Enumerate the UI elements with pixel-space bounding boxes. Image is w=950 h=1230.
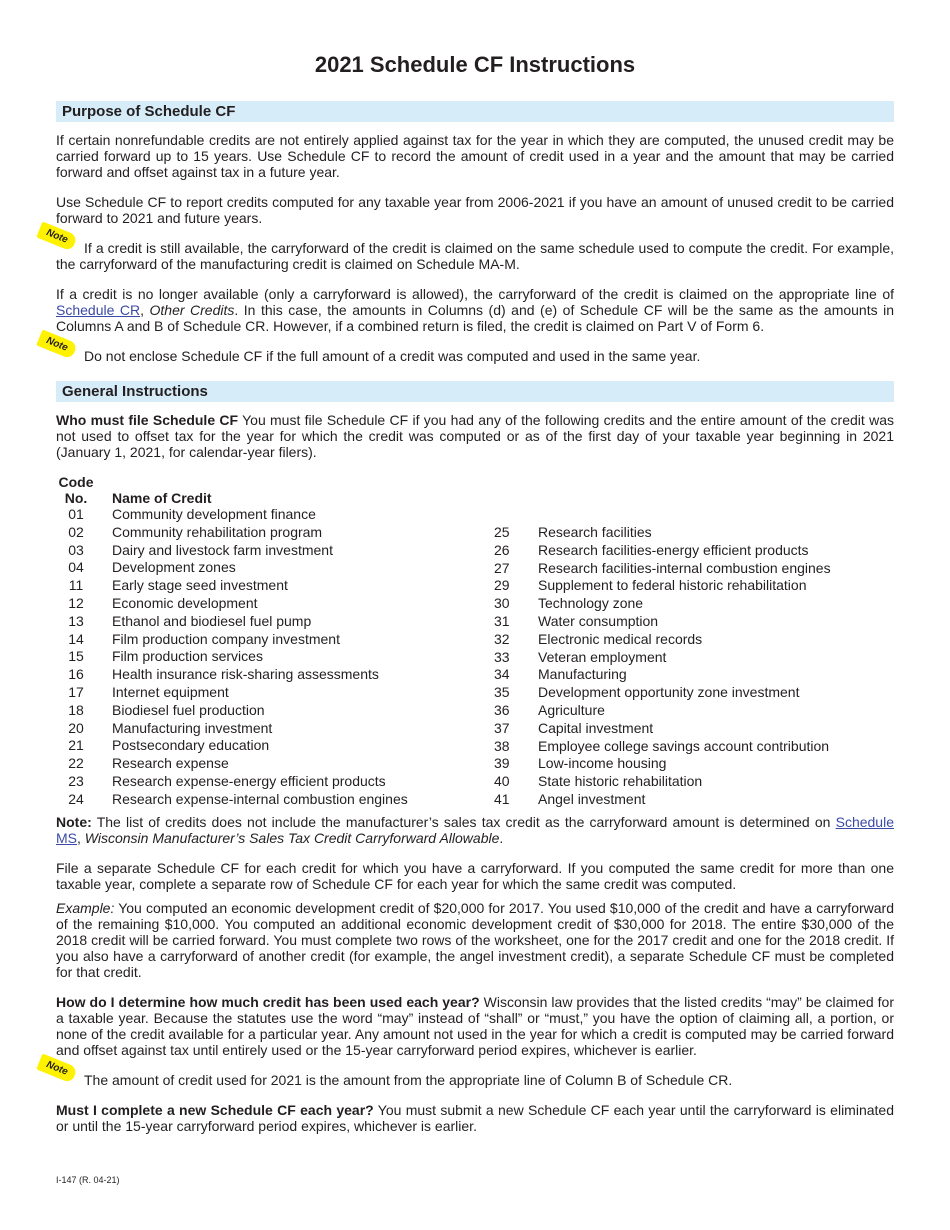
credit-row	[482, 613, 831, 631]
credit-name: Film production services	[112, 648, 263, 665]
p3-text-b: ,	[140, 302, 150, 318]
credit-name: Research expense	[112, 755, 229, 772]
credit-name: State historic rehabilitation	[538, 773, 703, 790]
credit-name: Low-income housing	[538, 755, 667, 772]
credit-row	[56, 506, 408, 524]
note-block-1	[44, 227, 894, 272]
note-block-3	[44, 1059, 894, 1088]
credit-code: 17	[68, 683, 84, 700]
credit-code: 31	[494, 612, 510, 629]
credit-name: Research facilities-energy efficient products	[538, 541, 809, 558]
credit-row	[56, 559, 408, 577]
credit-row	[482, 577, 831, 595]
credit-row	[482, 684, 831, 702]
credit-code: 39	[494, 755, 510, 772]
credit-name: Economic development	[112, 594, 258, 611]
credit-name: Technology zone	[538, 595, 644, 612]
example-text: You computed an economic development credit of $20,000 for 2017. You used $10,000 of the credit and have a carryforward of the remaining $10,000. You computed an additional economic development credit of $30,000 for 2018. The entire $30,000 of the 2018 credit will be carried forward. You must complete two rows of the worksheet, one for the 2017 credit and one for the 2018 credit. If you also have a carryforward of another credit (for example, the angel investment credit), a separate Schedule CF must be completed for that credit.	[56, 900, 894, 980]
credit-row	[56, 577, 408, 595]
credit-code: 01	[68, 506, 84, 522]
purpose-paragraph-1: If certain nonrefundable credits are not entirely applied against tax for the year in which they are computed, the unused credit may be carried forward up to 15 years. Use Schedule CF to record the amount of credit used in a year and the amount that may be carried forward and offset against tax in a future year.	[56, 132, 894, 180]
credit-row	[56, 737, 408, 755]
credit-row	[482, 773, 831, 791]
credit-name: Ethanol and biodiesel fuel pump	[112, 612, 312, 629]
credit-row	[482, 649, 831, 667]
credit-code: 34	[494, 666, 510, 683]
credits-note-text-c: .	[499, 830, 504, 846]
credit-row	[482, 542, 831, 560]
note-text-1: If a credit is still available, the carryforward of the credit is claimed on the same schedule used to compute the credit. For example, the carryforward of the manufacturing credit is claimed on Schedule MA-M.	[56, 240, 894, 272]
credit-name: Manufacturing	[538, 666, 627, 683]
name-column-header: Name of Credit	[112, 490, 212, 506]
credit-row	[56, 666, 408, 684]
purpose-paragraph-2: Use Schedule CF to report credits computed for any taxable year from 2006-2021 if you have an amount of unused credit to be carried forward to 2021 and future years.	[56, 194, 894, 226]
credit-row	[56, 613, 408, 631]
credit-name: Health insurance risk-sharing assessments	[112, 666, 379, 683]
credit-code: 11	[68, 577, 84, 594]
credit-name: Postsecondary education	[112, 737, 270, 754]
credit-name: Water consumption	[538, 612, 659, 629]
credits-note-paragraph	[56, 814, 894, 846]
credit-row	[56, 755, 408, 773]
form-code-footer: I-147 (R. 04-21)	[56, 1175, 120, 1185]
credit-row	[56, 648, 408, 666]
credit-name: Research expense-energy efficient products	[112, 772, 386, 789]
credit-code: 13	[68, 612, 84, 629]
code-header-line-1: Code	[58, 474, 94, 490]
credit-row	[482, 631, 831, 649]
example-label: Example:	[56, 900, 115, 916]
section-heading-general: General Instructions	[56, 381, 894, 402]
credit-code: 03	[68, 541, 84, 558]
credit-code: 14	[68, 630, 84, 647]
credit-name: Community rehabilitation program	[112, 523, 323, 540]
credit-name: Development opportunity zone investment	[538, 684, 800, 701]
credits-note-text-a: The list of credits does not include the manufacturer’s sales tax credit as the carryforward amount is determined on	[91, 814, 836, 830]
document-page	[44, 0, 895, 1134]
credit-name: Angel investment	[538, 790, 646, 807]
p3-text-c: . In this case, the amounts in Columns (d) and (e) of Schedule CF will be the same as the amounts in Columns A and B of Schedule CR. However, if a combined return is filed, the credit is claimed on Part V of Form 6.	[56, 302, 895, 334]
credit-row	[482, 595, 831, 613]
credit-code: 33	[494, 648, 510, 665]
credit-code: 25	[494, 524, 510, 540]
credit-row	[56, 720, 408, 738]
credit-code: 29	[494, 577, 510, 594]
separate-schedule-paragraph: File a separate Schedule CF for each credit for which you have a carryforward. If you computed the same credit for more than one taxable year, complete a separate row of Schedule CF for each year for which the same credit was computed.	[56, 860, 894, 892]
credit-code: 15	[68, 648, 84, 665]
credit-row	[56, 542, 408, 560]
credit-list-right	[482, 524, 831, 809]
credit-code: 30	[494, 595, 510, 612]
credit-name: Manufacturing investment	[112, 719, 273, 736]
credit-name: Early stage seed investment	[112, 577, 288, 594]
schedule-cr-link[interactable]: Schedule CR	[56, 302, 141, 318]
credit-row	[482, 524, 831, 542]
credit-name: Electronic medical records	[538, 630, 703, 647]
credit-code: 40	[494, 773, 510, 790]
credit-row	[56, 595, 408, 613]
new-schedule-text: You must submit a new Schedule CF each year until the carryforward is eliminated or until the 15-year carryforward period expires, whichever is earlier.	[56, 1102, 894, 1134]
credit-code: 22	[68, 755, 84, 772]
credit-name: Dairy and livestock farm investment	[112, 541, 333, 558]
credit-name: Supplement to federal historic rehabilitation	[538, 577, 807, 594]
credit-name: Internet equipment	[112, 683, 229, 700]
credit-code: 26	[494, 541, 510, 558]
schedule-ms-link[interactable]: Schedule MS	[56, 814, 894, 846]
credit-code: 12	[68, 594, 84, 611]
credit-code: 41	[494, 790, 510, 807]
credit-code: 27	[494, 559, 510, 576]
credit-name: Employee college savings account contribution	[538, 737, 830, 754]
page-title: 2021 Schedule CF Instructions	[314, 52, 636, 77]
credit-row	[56, 773, 408, 791]
note-block-2	[44, 335, 894, 364]
credit-row	[56, 524, 408, 542]
credit-row	[482, 791, 831, 809]
note-tag-icon: Note	[36, 222, 78, 252]
credit-code: 36	[494, 701, 510, 718]
code-column-header	[56, 474, 96, 506]
credit-code: 35	[494, 684, 510, 701]
credit-code: 24	[68, 790, 84, 807]
credit-code: 32	[494, 630, 510, 647]
purpose-paragraph-3	[56, 286, 894, 334]
credit-row	[482, 560, 831, 578]
credit-row	[482, 738, 831, 756]
credit-name: Development zones	[112, 559, 236, 576]
how-determine-paragraph	[56, 994, 894, 1058]
code-header-line-2: No.	[64, 490, 88, 506]
note-tag-icon: Note	[36, 330, 78, 360]
how-determine-text: Wisconsin law provides that the listed credits “may” be claimed for a taxable year. Because the statutes use the word “may” instead of “shall” or “must,” you have the option of claiming all, a portion, or none of the credit available for a particular year. Any amount not used in the year for which a credit is computed may be carried forward and offset against tax until entirely used or the 15-year carryforward period expires, whichever is earlier.	[56, 994, 894, 1058]
p3-text-a: If a credit is no longer available (only a carryforward is allowed), the carryforward of the credit is claimed on the appropriate line of	[56, 286, 894, 302]
credit-code: 18	[68, 701, 84, 718]
credit-name: Biodiesel fuel production	[112, 701, 265, 718]
example-paragraph	[56, 900, 894, 980]
credits-note-text-b: ,	[77, 830, 85, 846]
credit-row	[56, 702, 408, 720]
credit-name: Research facilities	[538, 524, 652, 540]
credit-code: 38	[494, 737, 510, 754]
credit-name: Community development finance	[112, 506, 316, 522]
credit-row	[482, 720, 831, 738]
credit-name: Veteran employment	[538, 648, 667, 665]
credit-name: Film production company investment	[112, 630, 340, 647]
credit-name: Agriculture	[538, 701, 605, 718]
credit-code: 23	[68, 772, 84, 789]
credit-code: 21	[68, 737, 84, 754]
other-credits-italic: Other Credits	[149, 302, 235, 318]
credit-row	[482, 666, 831, 684]
credit-row	[482, 755, 831, 773]
credit-code: 02	[68, 523, 84, 540]
schedule-ms-title-italic: Wisconsin Manufacturer’s Sales Tax Credit Carryforward Allowable	[84, 830, 500, 846]
credit-name: Research expense-internal combustion engines	[112, 790, 408, 807]
credits-note-label: Note:	[56, 814, 92, 830]
credit-row	[482, 702, 831, 720]
section-heading-purpose: Purpose of Schedule CF	[56, 101, 894, 122]
credit-code-table	[56, 474, 894, 807]
new-schedule-heading: Must I complete a new Schedule CF each year?	[56, 1102, 374, 1118]
credit-code: 20	[68, 719, 84, 736]
note-tag-icon: Note	[36, 1054, 78, 1084]
credit-code: 16	[68, 666, 84, 683]
credit-row	[56, 791, 408, 809]
credit-name: Research facilities-internal combustion engines	[538, 559, 831, 576]
note-text-3: The amount of credit used for 2021 is the amount from the appropriate line of Column B of Schedule CR.	[84, 1072, 733, 1088]
credit-row	[56, 631, 408, 649]
credit-name: Capital investment	[538, 719, 654, 736]
how-determine-heading: How do I determine how much credit has been used each year?	[56, 994, 480, 1010]
credit-row	[56, 684, 408, 702]
who-must-file-paragraph	[56, 412, 894, 460]
new-schedule-paragraph	[56, 1102, 894, 1134]
credit-code: 37	[494, 719, 510, 736]
credit-code: 04	[68, 559, 84, 576]
who-must-file-text: You must file Schedule CF if you had any of the following credits and the entire amount of the credit was not used to offset tax for the year for which the credit was computed or as of the first day of your taxable year beginning in 2021 (January 1, 2021, for calendar-year filers).	[56, 412, 894, 460]
who-must-file-heading: Who must file Schedule CF	[56, 412, 239, 428]
credit-list-left	[56, 506, 408, 809]
note-text-2: Do not enclose Schedule CF if the full amount of a credit was computed and used in the same year.	[84, 348, 701, 364]
